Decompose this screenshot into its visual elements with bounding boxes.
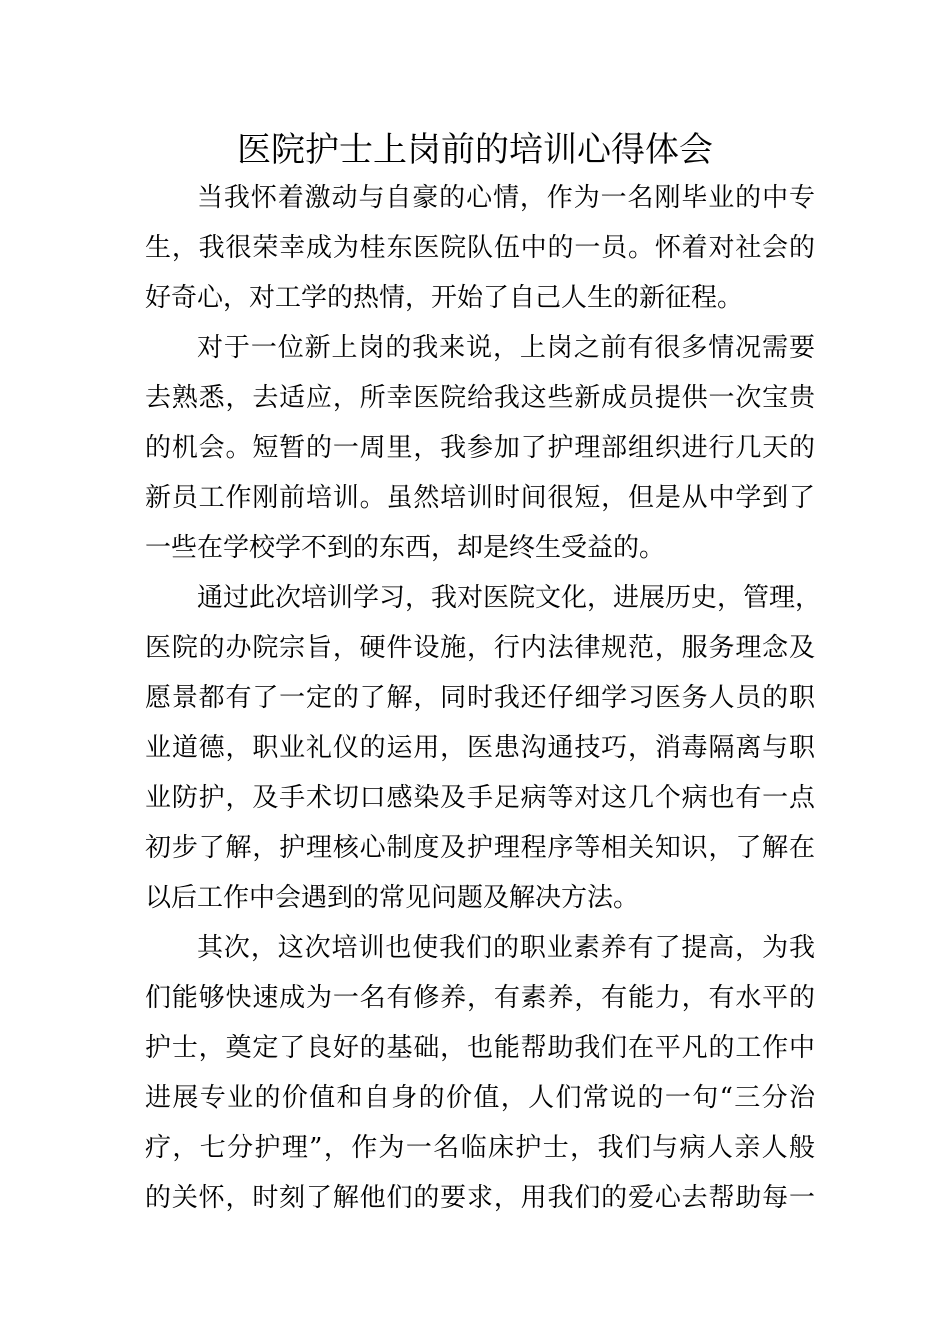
paragraph-3-line-4: 业道德，职业礼仪的运用，医患沟通技巧，消毒隔离与职 bbox=[145, 733, 815, 763]
paragraph-3-line-6: 初步了解，护理核心制度及护理程序等相关知识，了解在 bbox=[145, 833, 815, 863]
paragraph-4-line-2: 们能够快速成为一名有修养，有素养，有能力，有水平的 bbox=[145, 983, 815, 1013]
paragraph-2-line-3: 的机会。短暂的一周里，我参加了护理部组织进行几天的 bbox=[145, 433, 815, 463]
paragraph-4-line-1: 其次，这次培训也使我们的职业素养有了提高，为我 bbox=[197, 933, 815, 963]
paragraph-1-line-2: 生，我很荣幸成为桂东医院队伍中的一员。怀着对社会的 bbox=[145, 233, 815, 263]
paragraph-3-line-2: 医院的办院宗旨，硬件设施，行内法律规范，服务理念及 bbox=[145, 633, 815, 663]
paragraph-1-line-1: 当我怀着激动与自豪的心情，作为一名刚毕业的中专 bbox=[197, 183, 815, 213]
paragraph-2-line-4: 新员工作刚前培训。虽然培训时间很短，但是从中学到了 bbox=[145, 483, 815, 513]
paragraph-3-line-1: 通过此次培训学习，我对医院文化，进展历史，管理， bbox=[197, 583, 822, 613]
paragraph-4-line-3: 护士，奠定了良好的基础，也能帮助我们在平凡的工作中 bbox=[145, 1033, 815, 1063]
paragraph-3-line-7: 以后工作中会遇到的常见问题及解决方法。 bbox=[145, 883, 640, 913]
paragraph-2-line-5: 一些在学校学不到的东西，却是终生受益的。 bbox=[145, 533, 666, 563]
paragraph-3-line-3: 愿景都有了一定的了解，同时我还仔细学习医务人员的职 bbox=[145, 683, 815, 713]
document-title: 医院护士上岗前的培训心得体会 bbox=[237, 130, 713, 170]
paragraph-3-line-5: 业防护，及手术切口感染及手足病等对这几个病也有一点 bbox=[145, 783, 815, 813]
paragraph-4-line-6: 的关怀，时刻了解他们的要求，用我们的爱心去帮助每一 bbox=[145, 1183, 815, 1213]
paragraph-4-line-5: 疗，七分护理”，作为一名临床护士，我们与病人亲人般 bbox=[145, 1133, 815, 1163]
paragraph-2-line-2: 去熟悉，去适应，所幸医院给我这些新成员提供一次宝贵 bbox=[145, 383, 815, 413]
paragraph-4-line-4: 进展专业的价值和自身的价值，人们常说的一句“三分治 bbox=[145, 1083, 815, 1113]
paragraph-2-line-1: 对于一位新上岗的我来说，上岗之前有很多情况需要 bbox=[197, 333, 815, 363]
paragraph-1-line-3: 好奇心，对工学的热情，开始了自己人生的新征程。 bbox=[145, 283, 744, 313]
